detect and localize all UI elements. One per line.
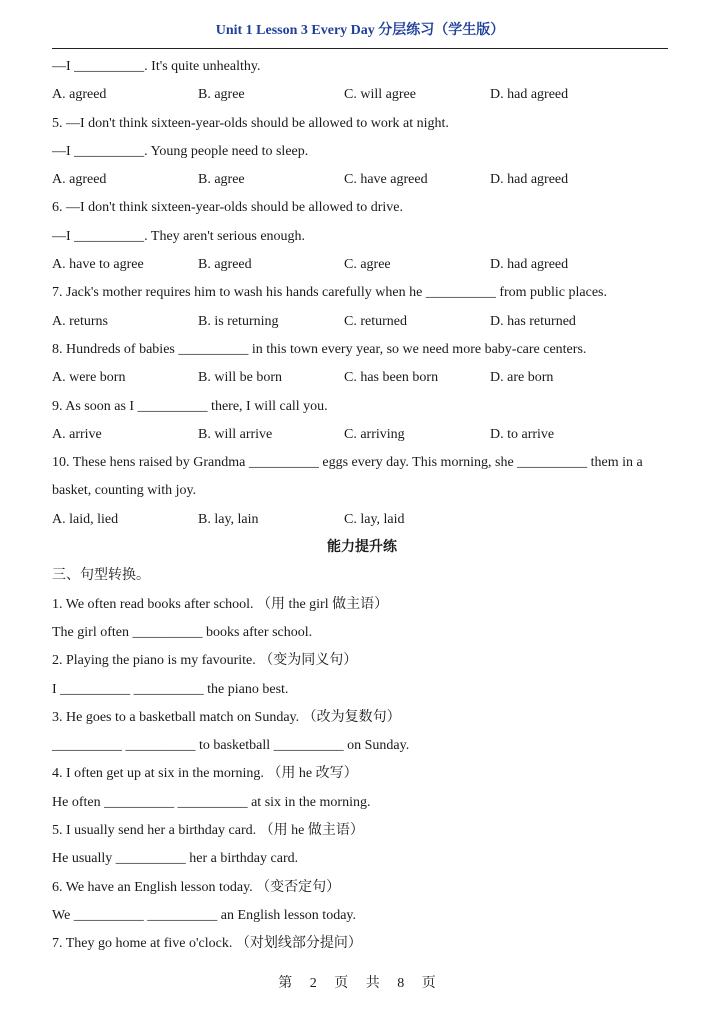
answer-option: A. were born [52, 370, 126, 386]
question-line: 3. He goes to a basketball match on Sunday. （改为复数句） [52, 709, 401, 725]
page-header [52, 18, 668, 49]
question-line: I __________ __________ the piano best. [52, 681, 289, 697]
question-line: 2. Playing the piano is my favourite. （变为同义句） [52, 653, 358, 669]
question-line: —I __________. It's quite unhealthy. [52, 59, 261, 74]
question-line: 7. Jack's mother requires him to wash his hands carefully when he __________ from public places. [52, 285, 608, 301]
header-title: Unit 1 Lesson 3 Every Day 分层练习（学生版） [215, 23, 505, 38]
section-title: 能力提升练 [327, 540, 397, 556]
answer-option: C. arriving [344, 426, 405, 442]
answer-option: D. has returned [490, 313, 576, 329]
answer-option: C. will agree [344, 87, 416, 103]
question-line: 6. —I don't think sixteen-year-olds should be allowed to drive. [52, 200, 404, 216]
question-line: 6. We have an English lesson today. （变否定句） [52, 879, 341, 895]
answer-option: D. had agreed [490, 87, 569, 103]
answer-option: C. lay, laid [344, 511, 405, 527]
question-line: The girl often __________ books after school. [52, 624, 313, 640]
answer-option: A. agreed [52, 172, 107, 188]
question-line: He often __________ __________ at six in the morning. [52, 794, 371, 810]
question-line: 5. I usually send her a birthday card. （用 he 做主语） [52, 823, 364, 839]
question-line: —I __________. Young people need to sleep. [52, 143, 309, 159]
question-line: 7. They go home at five o'clock. （对划线部分提问） [52, 936, 362, 952]
question-line: —I __________. They aren't serious enough. [52, 228, 306, 244]
question-line: 三、句型转换。 [52, 568, 150, 584]
answer-option: A. have to agree [52, 257, 144, 273]
question-line: 1. We often read books after school. （用 the girl 做主语） [52, 596, 389, 612]
question-line: __________ __________ to basketball __________ on Sunday. [52, 738, 410, 754]
answer-options [52, 308, 672, 336]
answer-option: B. agree [198, 87, 245, 103]
answer-options [52, 364, 672, 392]
question-line: 10. These hens raised by Grandma __________ eggs every day. This morning, she __________ them in a [52, 455, 643, 471]
answer-option: C. returned [344, 313, 407, 329]
answer-option: D. had agreed [490, 257, 569, 273]
question-line: 9. As soon as I __________ there, I will call you. [52, 398, 328, 414]
answer-option: C. has been born [344, 370, 439, 386]
answer-option: C. agree [344, 257, 391, 273]
answer-option: D. had agreed [490, 172, 569, 188]
answer-option: A. agreed [52, 87, 107, 103]
answer-options [52, 506, 672, 534]
answer-options [52, 166, 672, 194]
answer-option: A. arrive [52, 426, 102, 442]
question-line: 8. Hundreds of babies __________ in this town every year, so we need more baby-care centers. [52, 341, 587, 357]
question-line: 5. —I don't think sixteen-year-olds should be allowed to work at night. [52, 115, 449, 131]
answer-option: B. will be born [198, 370, 282, 386]
question-line: We __________ __________ an English lesson today. [52, 907, 356, 923]
answer-option: B. will arrive [198, 426, 273, 442]
worksheet-content [52, 53, 672, 959]
question-line: He usually __________ her a birthday card. [52, 851, 299, 867]
answer-options [52, 421, 672, 449]
question-line: basket, counting with joy. [52, 483, 197, 499]
page-footer: 第 2 页 共 8 页 [278, 976, 442, 991]
answer-option: C. have agreed [344, 172, 428, 188]
question-line: 4. I often get up at six in the morning. （用 he 改写） [52, 766, 358, 782]
answer-option: B. lay, lain [198, 511, 259, 527]
answer-option: B. agreed [198, 257, 252, 273]
answer-option: B. is returning [198, 313, 279, 329]
answer-option: A. laid, lied [52, 511, 119, 527]
answer-options [52, 81, 672, 109]
answer-options [52, 251, 672, 279]
answer-option: D. are born [490, 370, 554, 386]
answer-option: D. to arrive [490, 426, 555, 442]
answer-option: A. returns [52, 313, 108, 329]
answer-option: B. agree [198, 172, 245, 188]
